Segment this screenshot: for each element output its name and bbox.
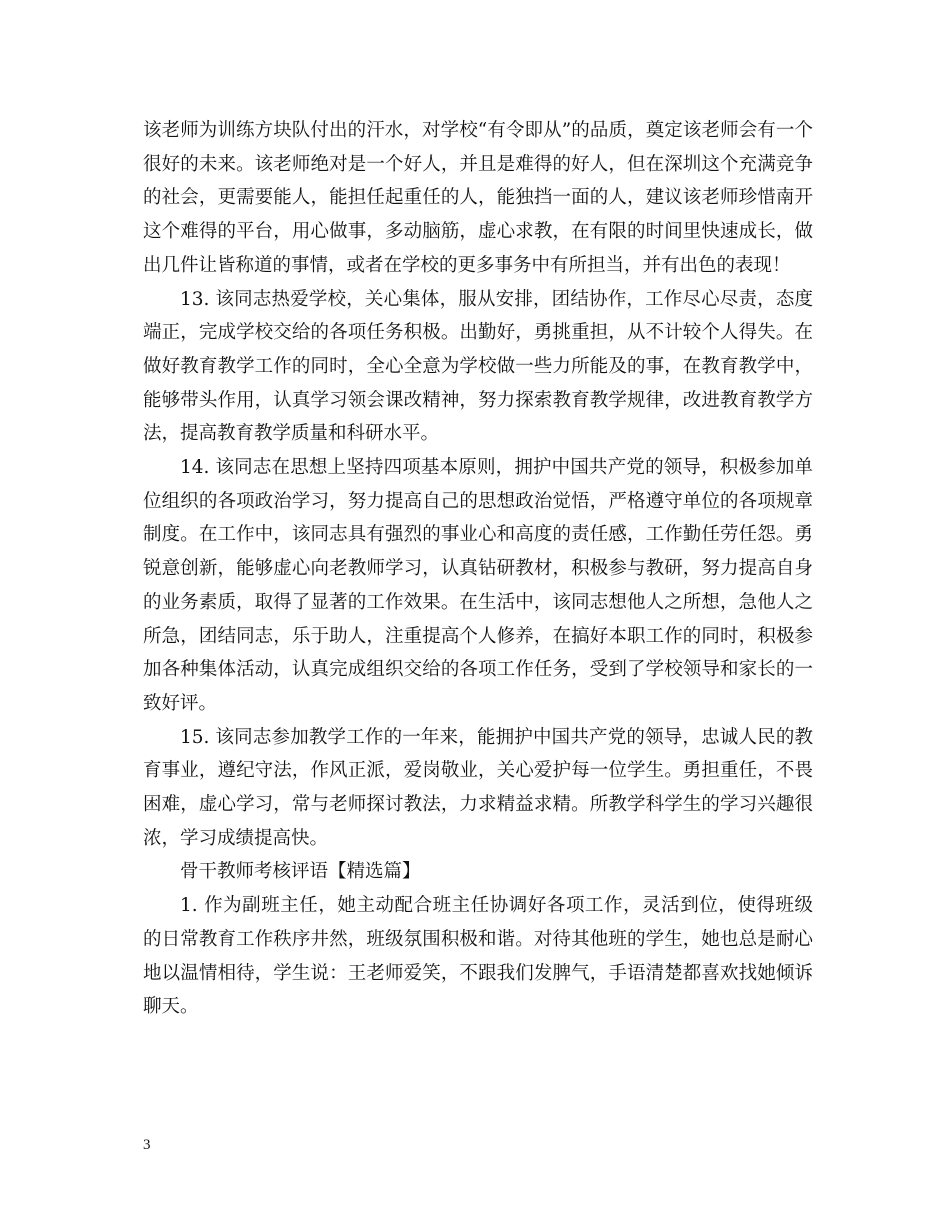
document-body [143,114,813,1024]
section-heading: 骨干教师考核评语【精选篇】 [180,861,421,883]
page-number: 3 [143,1137,151,1153]
paragraph-item-1: 1. 作为副班主任，她主动配合班主任协调好各项工作，灵活到位，使得班级的日常教育工作秩序井然，班级氛围积极和谐。对待其他班的学生，她也总是耐心地以温情相待，学生说：王老师爱笑，不跟我们发脾气，手语清楚都喜欢找她倾诉聊天。 [143,895,813,1018]
paragraph-item-15: 15. 该同志参加教学工作的一年来，能拥护中国共产党的领导，忠诚人民的教育事业，遵纪守法，作风正派，爱岗敬业，关心爱护每一位学生。勇担重任，不畏困难，虚心学习，常与老师探讨教法，力求精益求精。所教学科学生的学习兴趣很浓，学习成绩提高快。 [143,726,813,849]
paragraph-item-14: 14. 该同志在思想上坚持四项基本原则，拥护中国共产党的领导，积极参加单位组织的各项政治学习，努力提高自己的思想政治觉悟，严格遵守单位的各项规章制度。在工作中，该同志具有强烈的事业心和高度的责任感，工作勤任劳任怨。勇锐意创新，能够虚心向老教师学习，认真钻研教材，积极参与教研，努力提高自身的业务素质，取得了显著的工作效果。在生活中，该同志想他人之所想，急他人之所急，团结同志，乐于助人，注重提高个人修养，在搞好本职工作的同时，积极参加各种集体活动，认真完成组织交给的各项工作任务，受到了学校领导和家长的一致好评。 [143,457,813,714]
paragraph-item-13: 13. 该同志热爱学校，关心集体，服从安排，团结协作，工作尽心尽责，态度端正，完成学校交给的各项任务积极。出勤好，勇挑重担，从不计较个人得失。在做好教育教学工作的同时，全心全意为学校做一些力所能及的事，在教育教学中，能够带头作用，认真学习领会课改精神，努力探索教育教学规律，改进教育教学方法，提高教育教学质量和科研水平。 [143,288,813,445]
paragraph-intro-continuation: 该老师为训练方块队付出的汗水，对学校“有令即从”的品质，奠定该老师会有一个很好的未来。该老师绝对是一个好人，并且是难得的好人，但在深圳这个充满竞争的社会，更需要能人，能担任起重任的人，能独挡一面的人，建议该老师珍惜南开这个难得的平台，用心做事，多动脑筋，虚心求教，在有限的时间里快速成长，做出几件让皆称道的事情，或者在学校的更多事务中有所担当，并有出色的表现！ [143,120,813,276]
